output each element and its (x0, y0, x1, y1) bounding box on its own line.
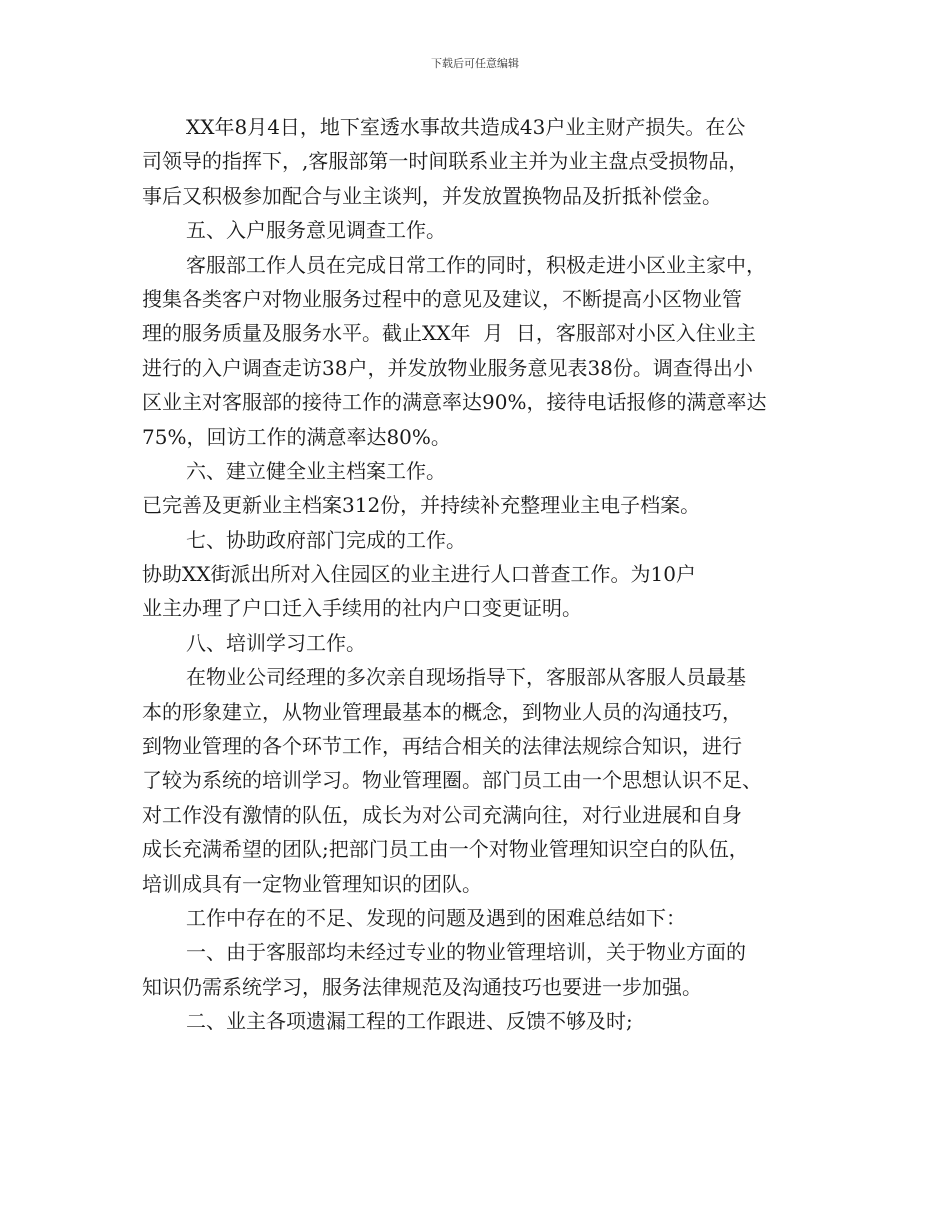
paragraph-survey (142, 248, 810, 454)
paragraph-problem-two (142, 1004, 810, 1038)
text-line: 协助XX街派出所对入住园区的业主进行人口普查工作。为10户 (142, 562, 696, 587)
text-line: 区业主对客服部的接待工作的满意率达90%，接待电话报修的满意率达 (142, 390, 767, 415)
paragraph-archives (142, 488, 810, 522)
text-line: 知识仍需系统学习，服务法律规范及沟通技巧也要进一步加强。 (142, 974, 702, 999)
text-line: 五、入户服务意见调查工作。 (186, 218, 446, 243)
document-body (142, 110, 810, 1039)
text-line: 对工作没有激情的队伍，成长为对公司充满向往，对行业进展和自身 (142, 802, 742, 827)
text-line: 75%，回访工作的满意率达80%。 (142, 424, 451, 449)
paragraph-problems-intro (142, 901, 810, 935)
text-line: 六、建立健全业主档案工作。 (186, 458, 446, 483)
text-line: 到物业管理的各个环节工作，再结合相关的法律法规综合知识，进行 (142, 734, 742, 759)
text-line: 理的服务质量及服务水平。截止XX年 月 日，客服部对小区入住业主 (142, 321, 756, 346)
text-line: 搜集各类客户对物业服务过程中的意见及建议，不断提高小区物业管 (142, 286, 742, 311)
text-line: 成长充满希望的团队;把部门员工由一个对物业管理知识空白的队伍， (142, 837, 749, 862)
text-line: 二、业主各项遗漏工程的工作跟进、反馈不够及时; (186, 1009, 633, 1034)
text-line: 了较为系统的培训学习。物业管理圈。部门员工由一个思想认识不足、 (142, 768, 762, 793)
text-line: 已完善及更新业主档案312份，并持续补充整理业主电子档案。 (142, 493, 701, 518)
text-line: 业主办理了户口迁入手续用的社内户口变更证明。 (142, 596, 582, 621)
text-line: XX年8月4日，地下室透水事故共造成43户业主财产损失。在公 (186, 115, 746, 139)
paragraph-problem-one (142, 935, 810, 1004)
text-line: 在物业公司经理的多次亲自现场指导下，客服部从客服人员最基 (186, 665, 746, 690)
text-line: 一、由于客服部均未经过专业的物业管理培训，关于物业方面的 (186, 940, 746, 965)
text-line: 事后又积极参加配合与业主谈判，并发放置换物品及折抵补偿金。 (142, 183, 722, 208)
text-line: 七、协助政府部门完成的工作。 (186, 527, 466, 552)
paragraph-government (142, 557, 810, 626)
text-line: 八、培训学习工作。 (186, 630, 366, 655)
text-line: 本的形象建立，从物业管理最基本的概念，到物业人员的沟通技巧， (142, 699, 742, 724)
section-heading-archives (142, 454, 810, 488)
text-line: 培训成具有一定物业管理知识的团队。 (142, 871, 482, 896)
paragraph-flood-incident (142, 110, 810, 213)
section-heading-training (142, 626, 810, 660)
section-heading-survey (142, 213, 810, 247)
paragraph-training (142, 660, 810, 901)
page-header: 下载后可任意编辑 (431, 57, 519, 70)
text-line: 客服部工作人员在完成日常工作的同时，积极走进小区业主家中， (186, 252, 766, 277)
text-line: 进行的入户调查走访38户，并发放物业服务意见表38份。调查得出小 (142, 355, 753, 380)
text-line: 司领导的指挥下，,客服部第一时间联系业主并为业主盘点受损物品， (142, 149, 749, 174)
text-line: 工作中存在的不足、发现的问题及遇到的困难总结如下： (186, 905, 686, 930)
section-heading-government (142, 523, 810, 557)
